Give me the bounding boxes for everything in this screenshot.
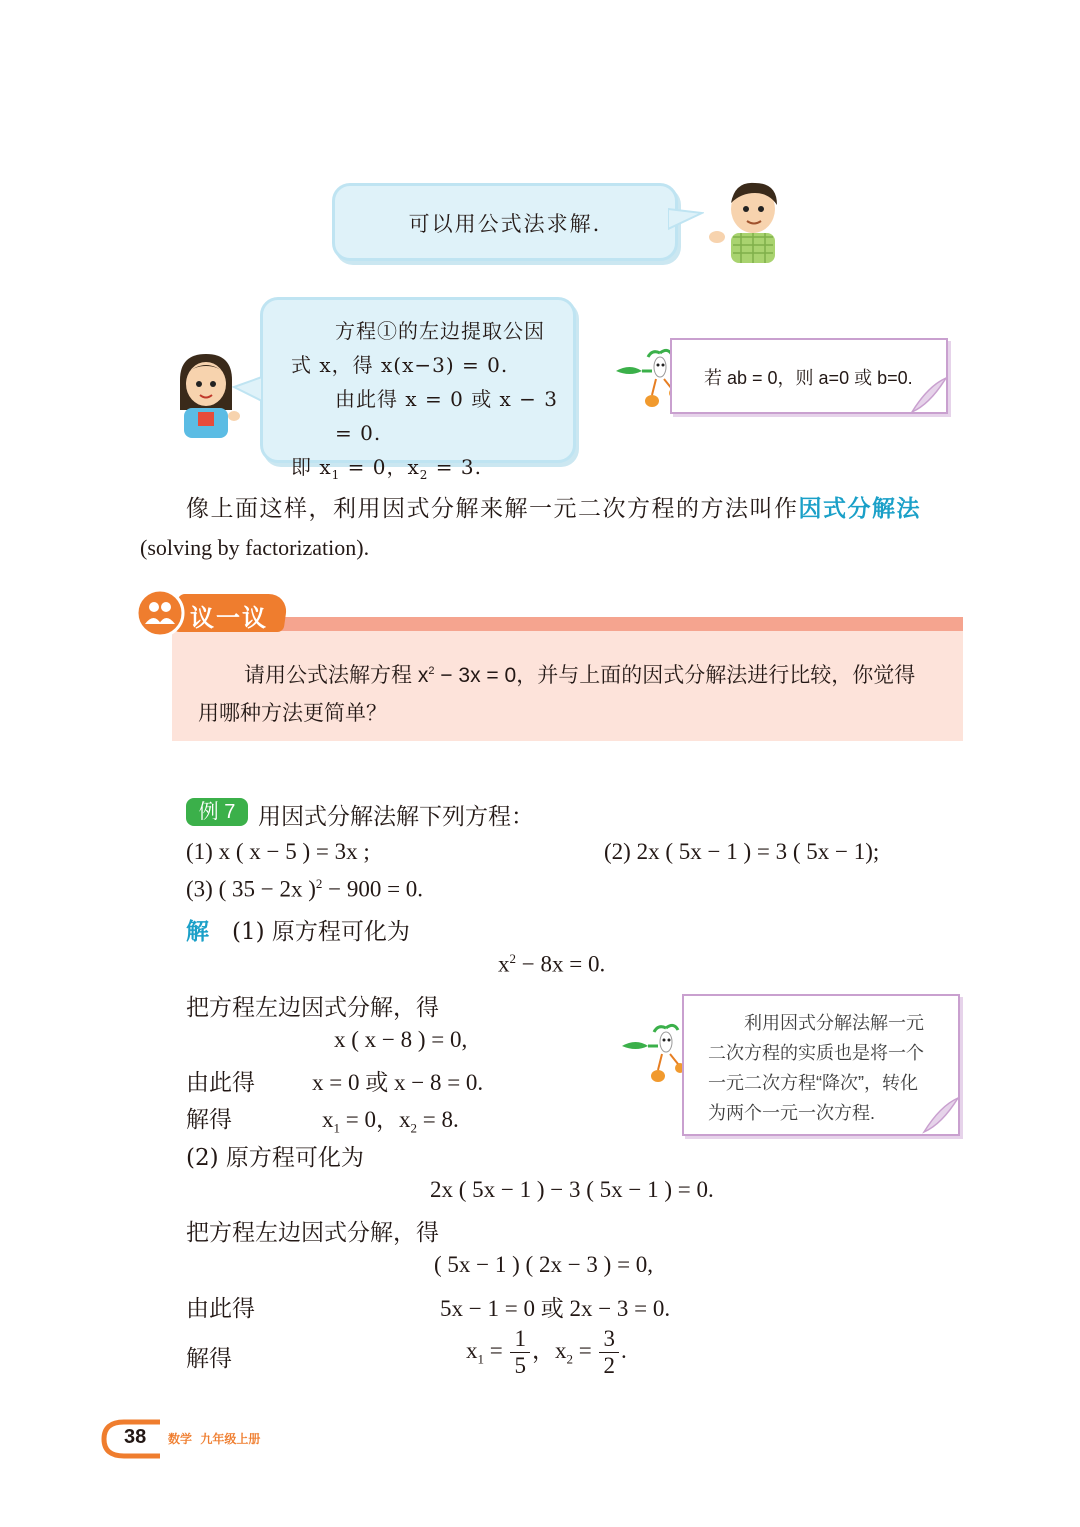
solution-1-head: (1) 原方程可化为 [232,919,410,945]
discussion-people-icon [135,588,185,638]
page-number: 38 [124,1426,147,1448]
solution-2-factor-text: 把方程左边因式分解，得 [186,1220,439,1246]
definition-paragraph [186,490,921,523]
tip-note-2-line-3: 一元二次方程“降次”，转化 [708,1073,918,1093]
solution-2-solve-label: 解得 [186,1346,232,1372]
solution-2-hence-label: 由此得 [186,1296,255,1322]
boy-bubble-text: 可以用公式法求解. [408,212,602,236]
page-curl-icon [900,376,948,414]
discuss-title: 议一议 [190,605,268,632]
tip-note-2-line-1: 利用因式分解法解一元 [744,1013,924,1033]
example-label: 例 7 [186,798,248,826]
solution-1-solve-label: 解得 [186,1107,232,1133]
fraction-one-fifth: $\frac{1}{5}$ [510,1326,530,1379]
problem-3: (3) ( 35 − 2x )$^2$ − 900 = 0. [186,876,424,902]
solution-2-factor-equation: ( 5x − 1 ) ( 2x − 3 ) = 0, [434,1252,654,1277]
solution-label: 解 [186,918,209,944]
discuss-box [172,631,963,741]
solution-2-roots: $x_1$ = $\frac{1}{5}$ ，$x_2$ = $\frac{3}{2}$ . [466,1326,627,1378]
boy-speech-bubble [332,183,678,261]
tip-note-2-line-2: 二次方程的实质也是将一个 [708,1043,924,1063]
definition-english: (solving by factorization). [140,535,370,560]
girl-bubble-line-2: 式 x，得 x(x−3) = 0. [291,353,509,377]
girl-bubble-line-4: 即 $x_1 = 0$，$x_2 = 3$. [291,455,482,482]
problem-2: (2) 2x ( 5x − 1 ) = 3 ( 5x − 1); [604,839,880,864]
boy-student-icon [705,175,785,265]
solution-1-hence-equation: x = 0 或 x − 8 = 0. [312,1070,484,1095]
solution-1-equation: $x^2 - 8x = 0$. [498,951,606,977]
fraction-three-halves: $\frac{3}{2}$ [599,1326,619,1379]
discuss-line-1: 请用公式法解方程 $x^2 - 3x = 0$，并与上面的因式分解法进行比较，你觉得 [244,664,916,687]
solution-1-roots: $x_1 = 0$，$x_2 = 8$. [322,1107,459,1136]
girl-student-icon [170,350,242,440]
page-curl-icon [912,1096,960,1134]
tip-note-2-line-4: 为两个一元一次方程. [708,1103,876,1123]
discuss-line-2: 用哪种方法更简单？ [198,702,387,725]
solution-1-factor-equation: x ( x − 8 ) = 0, [334,1027,468,1052]
girl-bubble-line-1: 方程①的左边提取公因 [335,319,545,343]
book-title: 数学 九年级上册 [168,1432,261,1446]
tip-note-1-text: 若 ab = 0，则 a=0 或 b=0. [704,368,913,388]
discuss-header-bar [172,617,963,631]
solution-1-hence-label: 由此得 [186,1070,255,1096]
solution-2-equation: 2x ( 5x − 1 ) − 3 ( 5x − 1 ) = 0. [430,1177,714,1202]
definition-text: 像上面这样，利用因式分解来解一元二次方程的方法叫作 [186,496,799,522]
girl-speech-bubble [260,297,576,482]
example-prompt: 用因式分解法解下列方程： [258,804,534,830]
term-factorization-method: 因式分解法 [798,496,921,522]
solution-2-hence-equation: 5x − 1 = 0 或 2x − 3 = 0. [440,1296,671,1321]
bubble-tail-icon [668,205,704,233]
problem-1: (1) x ( x − 5 ) = 3x ; [186,839,370,864]
solution-1-factor-text: 把方程左边因式分解，得 [186,995,439,1021]
solution-2-head: (2) 原方程可化为 [186,1145,364,1171]
girl-bubble-line-3: 由此得 x = 0 或 x − 3 = 0. [335,387,559,445]
